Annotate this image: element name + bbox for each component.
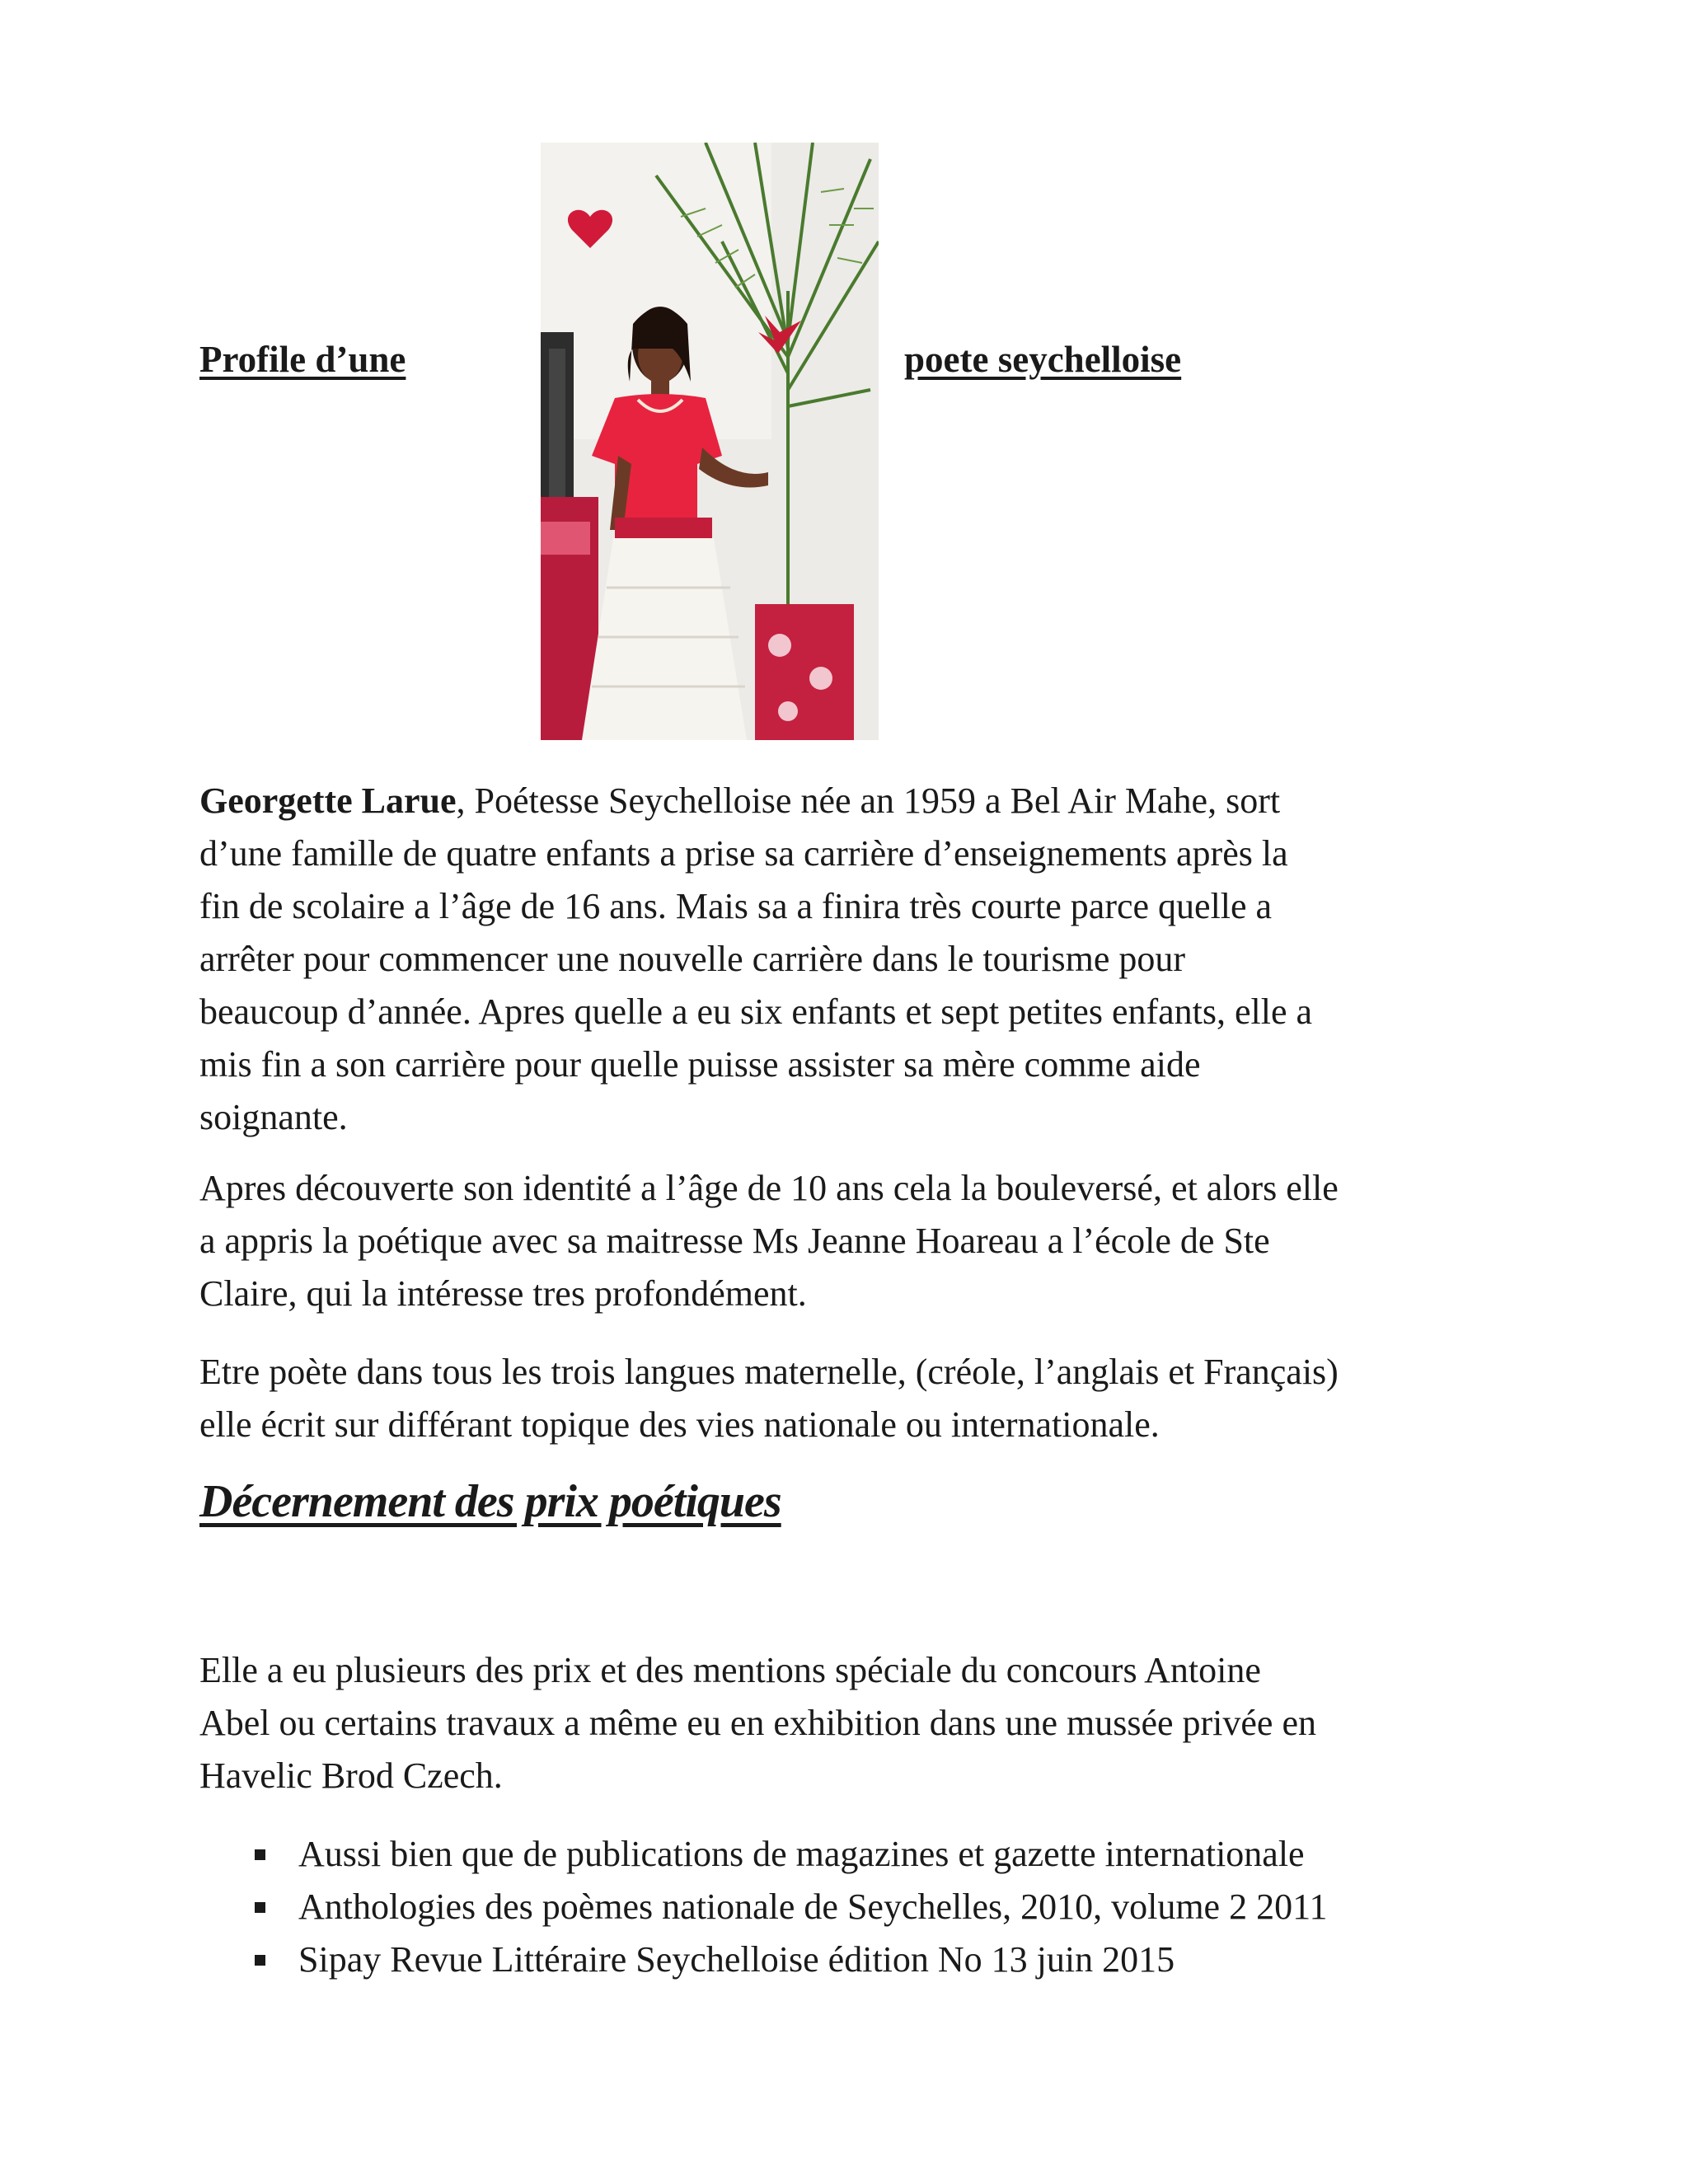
list-item-text: Aussi bien que de publications de magazines et gazette internationale bbox=[298, 1834, 1305, 1874]
intro-line-1-text: , Poétesse Seychelloise née an 1959 a Bel Air Mahe, sort bbox=[456, 780, 1281, 821]
publications-list bbox=[199, 1828, 1327, 1986]
awards-line: Abel ou certains travaux a même eu en exhibition dans une mussée privée en bbox=[199, 1703, 1316, 1743]
portrait-illustration bbox=[541, 143, 879, 740]
heading-left: Profile d’une bbox=[199, 339, 406, 380]
intro-line: beaucoup d’année. Apres quelle a eu six enfants et sept petites enfants, elle a bbox=[199, 991, 1313, 1032]
intro-line: soignante. bbox=[199, 1097, 348, 1137]
awards-heading: Décernement des prix poétiques bbox=[199, 1476, 781, 1527]
languages-line: elle écrit sur différant topique des vies nationale ou internationale. bbox=[199, 1404, 1160, 1445]
poet-name: Georgette Larue bbox=[199, 780, 457, 821]
intro-line: d’une famille de quatre enfants a prise sa carrière d’enseignements après la bbox=[199, 833, 1288, 874]
square-bullet-icon bbox=[255, 1955, 265, 1966]
intro-line-1 bbox=[199, 775, 1502, 827]
awards-line: Elle a eu plusieurs des prix et des mentions spéciale du concours Antoine bbox=[199, 1650, 1261, 1690]
portrait-photo bbox=[541, 143, 879, 740]
awards-line: Havelic Brod Czech. bbox=[199, 1755, 503, 1796]
list-item-text: Anthologies des poèmes nationale de Seychelles, 2010, volume 2 2011 bbox=[298, 1886, 1328, 1927]
intro-line: fin de scolaire a l’âge de 16 ans. Mais sa a finira très courte parce quelle a bbox=[199, 886, 1273, 926]
list-item-text: Sipay Revue Littéraire Seychelloise édition No 13 juin 2015 bbox=[298, 1939, 1175, 1980]
languages-line: Etre poète dans tous les trois langues maternelle, (créole, l’anglais et Français) bbox=[199, 1352, 1339, 1392]
list-item bbox=[199, 1881, 1327, 1933]
intro-paragraph bbox=[199, 775, 1502, 1144]
discovery-line: Claire, qui la intéresse tres profondément. bbox=[199, 1273, 807, 1314]
intro-line: mis fin a son carrière pour quelle puisse assister sa mère comme aide bbox=[199, 1044, 1201, 1085]
list-item bbox=[199, 1828, 1327, 1881]
discovery-line: a appris la poétique avec sa maitresse Ms Jeanne Hoareau a l’école de Ste bbox=[199, 1221, 1270, 1261]
awards-paragraph bbox=[199, 1644, 1502, 1802]
discovery-paragraph bbox=[199, 1162, 1502, 1320]
languages-paragraph bbox=[199, 1346, 1502, 1451]
square-bullet-icon bbox=[255, 1902, 265, 1913]
list-item bbox=[199, 1933, 1327, 1986]
discovery-line: Apres découverte son identité a l’âge de 10 ans cela la bouleversé, et alors elle bbox=[199, 1168, 1339, 1208]
heading-right: poete seychelloise bbox=[904, 339, 1182, 380]
square-bullet-icon bbox=[255, 1849, 265, 1860]
intro-line: arrêter pour commencer une nouvelle carrière dans le tourisme pour bbox=[199, 939, 1186, 979]
